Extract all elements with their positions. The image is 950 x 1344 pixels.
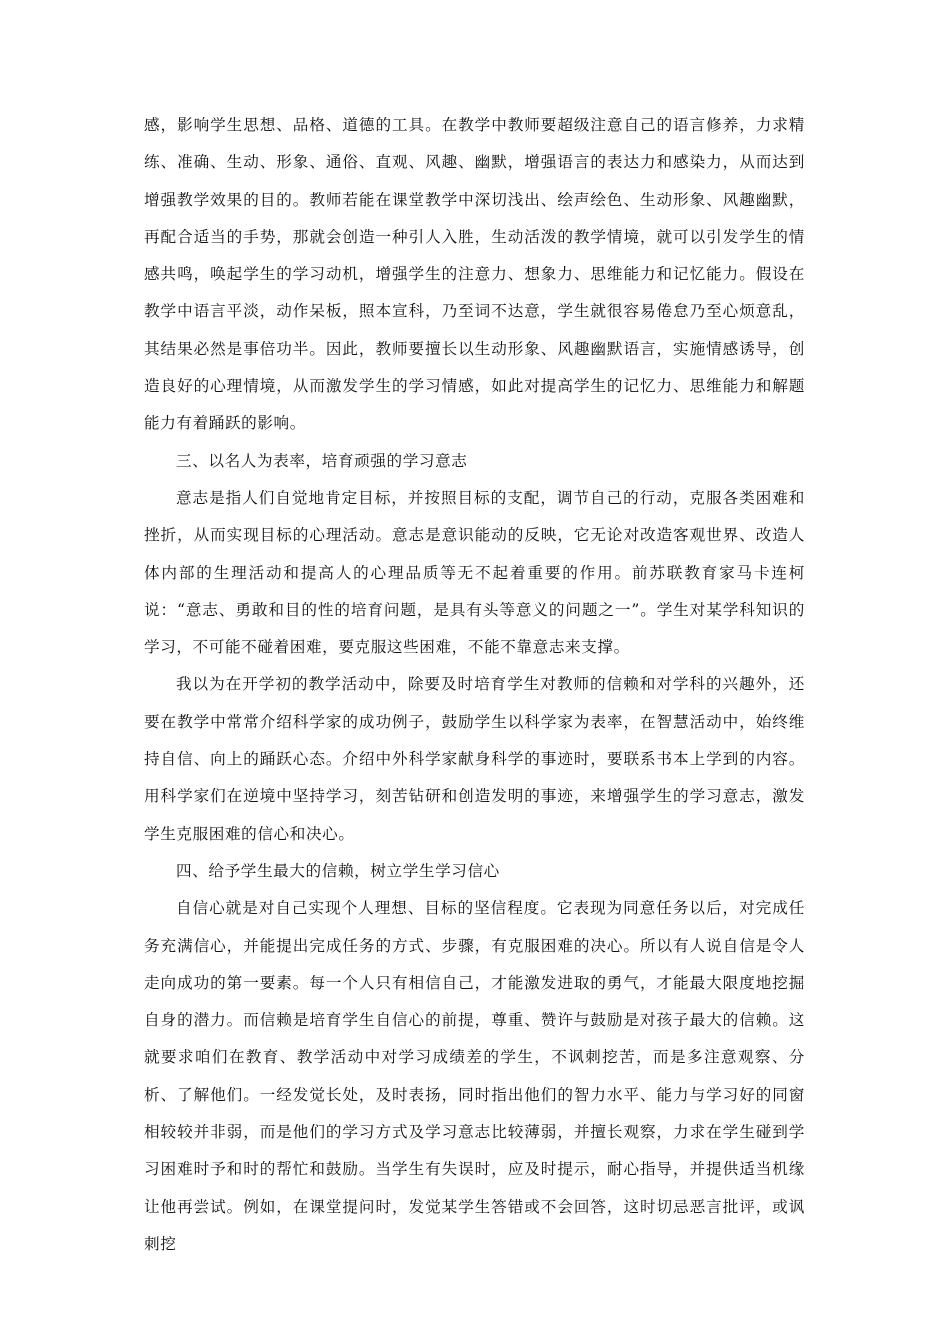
paragraph-scientist-examples: 我以为在开学初的教学活动中，除要及时培育学生对教师的信赖和对学科的兴趣外，还要在教学中常常介绍科学家的成功例子，鼓励学生以科学家为表率，在智慧活动中，始终维持自信、向上的踊跃心态。介绍中外科学家献身科学的事迹时，要联系书本上学到的内容。用科学家们在逆境中坚持学习，刻苦钻研和创造发明的事迹，来增强学生的学习意志，激发学生克服困难的信心和决心。 bbox=[144, 675, 805, 843]
document-body bbox=[144, 107, 805, 1263]
section-heading-4: 四、给予学生最大的信赖，树立学生学习信心 bbox=[176, 861, 500, 880]
paragraph-language-cultivation: 感，影响学生思想、品格、道德的工具。在教学中教师要超级注意自己的语言修养，力求精练、准确、生动、形象、通俗、直观、风趣、幽默，增强语言的表达力和感染力，从而达到增强教学效果的目的。教师若能在课堂教学中深切浅出、绘声绘色、生动形象、风趣幽默，再配合适当的手势，那就会创造一种引人入胜，生动活泼的教学情境，就可以引发学生的情感共鸣，唤起学生的学习动机，增强学生的注意力、想象力、思维能力和记忆能力。假设在教学中语言平淡，动作呆板，照本宣科，乃至词不达意，学生就很容易倦怠乃至心烦意乱，其结果必然是事倍功半。因此，教师要擅长以生动形象、风趣幽默语言，实施情感诱导，创造良好的心理情境，从而激发学生的学习情感，如此对提高学生的记忆力、思维能力和解题能力有着踊跃的影响。 bbox=[144, 116, 805, 433]
paragraph-will-definition: 意志是指人们自觉地肯定目标，并按照目标的支配，调节自己的行动，克服各类困难和挫折，从而实现目标的心理活动。意志是意识能动的反映，它无论对改造客观世界、改造人体内部的生理活动和提高人的心理品质等无不起着重要的作用。前苏联教育家马卡连柯说：“意志、勇敢和目的性的培育问题，是具有头等意义的问题之一”。学生对某学科知识的学习，不可能不碰着困难，要克服这些困难，不能不靠意志来支撑。 bbox=[144, 488, 805, 657]
paragraph-self-confidence: 自信心就是对自己实现个人理想、目标的坚信程度。它表现为同意任务以后，对完成任务充满信心，并能提出完成任务的方式、步骤，有克服困难的决心。所以有人说自信是令人走向成功的第一要素。每一个人只有相信自己，才能激发进取的勇气，才能最大限度地挖掘自身的潜力。而信赖是培育学生自信心的前提，尊重、赞许与鼓励是对孩子最大的信赖。这就要求咱们在教育、教学活动中对学习成绩差的学生，不讽刺挖苦，而是多注意观察、分析、了解他们。一经发觉长处，及时表扬，同时指出他们的智力水平、能力与学习好的同窗相较较并非弱，而是他们的学习方式及学习意志比较薄弱，并擅长观察，力求在学生碰到学习困难时予和时的帮忙和鼓励。当学生有失误时，应及时提示，耐心指导，并提供适当机缘让他再尝试。例如，在课堂提问时，发觉某学生答错或不会回答，这时切忌恶言批评，或讽刺挖 bbox=[144, 899, 805, 1253]
section-heading-3: 三、以名人为表率，培育顽强的学习意志 bbox=[176, 451, 468, 470]
